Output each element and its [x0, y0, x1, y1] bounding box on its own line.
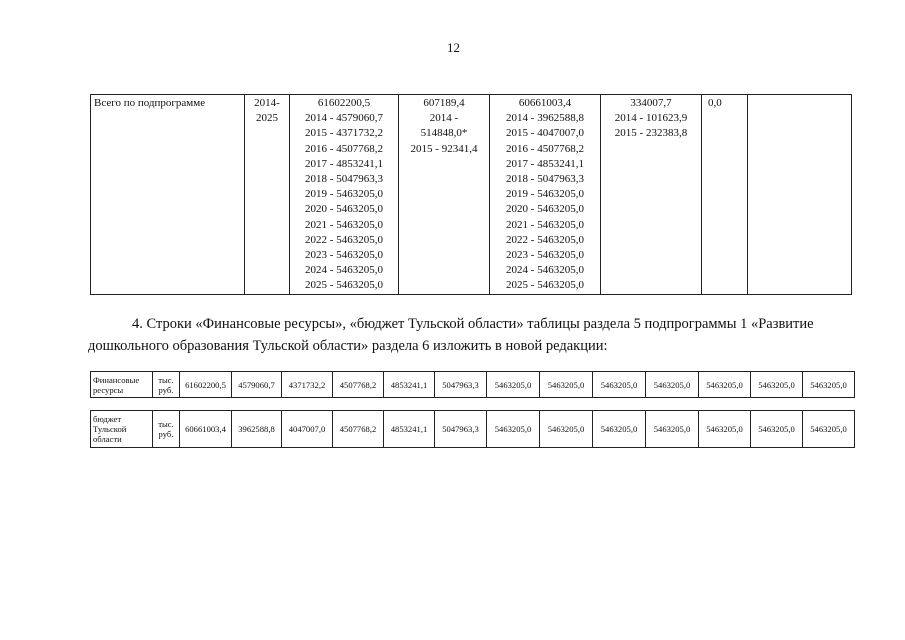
value-cell: 5463205,0	[646, 411, 699, 448]
local-sum: 334007,7	[630, 97, 672, 109]
year-value: 2022 - 5463205,0	[506, 233, 584, 246]
value-cell: 5463205,0	[540, 372, 593, 398]
value-cell: 4047007,0	[282, 411, 333, 448]
row-unit: тыс. руб.	[153, 372, 180, 398]
year-value: 2019 - 5463205,0	[506, 188, 584, 201]
summary-label: Всего по подпрограмме	[91, 95, 245, 295]
year-value: 2019 - 5463205,0	[305, 188, 383, 201]
value-cell: 60661003,4	[180, 411, 232, 448]
year-value: 2020 - 5463205,0	[305, 203, 383, 216]
year-value: 514848,0*	[420, 127, 468, 140]
year-value: 2024 - 5463205,0	[305, 264, 383, 277]
year-value: 2015 - 4047007,0	[506, 127, 584, 140]
row-label: Финансовые ресурсы	[91, 372, 153, 398]
page-number: 12	[447, 40, 460, 55]
value-cell: 5463205,0	[803, 372, 855, 398]
value-cell: 5047963,3	[435, 372, 487, 398]
value-cell: 61602200,5	[180, 372, 232, 398]
table-row	[91, 372, 855, 398]
value-cell: 4507768,2	[333, 411, 384, 448]
year-value: 2015 - 92341,4	[410, 142, 478, 155]
year-value: 2024 - 5463205,0	[506, 264, 584, 277]
value-cell: 5463205,0	[487, 411, 540, 448]
federal-sum: 607189,4	[423, 97, 465, 109]
year-value: 2015 - 232383,8	[614, 127, 688, 140]
financial-resources-row	[90, 371, 855, 398]
year-value: 2017 - 4853241,1	[506, 157, 584, 170]
value-cell: 5463205,0	[803, 411, 855, 448]
empty-cell	[748, 95, 852, 295]
year-value: 2016 - 4507768,2	[305, 142, 383, 155]
value-cell: 5463205,0	[593, 372, 646, 398]
year-value: 2023 - 5463205,0	[305, 249, 383, 262]
year-value: 2025 - 5463205,0	[305, 279, 383, 292]
regional-cell	[490, 95, 601, 295]
value-cell: 5463205,0	[751, 372, 803, 398]
period-end: 2025	[256, 112, 278, 125]
year-value: 2018 - 5047963,3	[305, 173, 383, 186]
value-cell: 5463205,0	[751, 411, 803, 448]
row-unit: тыс. руб.	[153, 411, 180, 448]
value-cell: 5463205,0	[646, 372, 699, 398]
year-value: 2017 - 4853241,1	[305, 157, 383, 170]
total-cell	[290, 95, 399, 295]
value-cell: 5463205,0	[699, 411, 751, 448]
year-value: 2018 - 5047963,3	[506, 173, 584, 186]
value-cell: 3962588,8	[232, 411, 282, 448]
regional-sum: 60661003,4	[518, 97, 572, 109]
row-label: бюджет Тульской области	[91, 411, 153, 448]
paragraph-line-2: дошкольного образования Тульской области» раздела 6 изложить в новой редакции:	[88, 338, 608, 354]
paragraph-line-1: 4. Строки «Финансовые ресурсы», «бюджет Тульской области» таблицы раздела 5 подпрограммы 1 «Развитие	[132, 316, 814, 332]
year-value: 2022 - 5463205,0	[305, 233, 383, 246]
value-cell: 5047963,3	[435, 411, 487, 448]
subprogram-summary-table	[90, 94, 852, 295]
federal-cell	[399, 95, 490, 295]
regional-budget-row	[90, 410, 855, 448]
year-value: 2014 - 101623,9	[614, 112, 688, 125]
value-cell: 4371732,2	[282, 372, 333, 398]
table-row	[91, 411, 855, 448]
value-cell: 5463205,0	[699, 372, 751, 398]
period-start: 2014-	[254, 97, 280, 109]
local-cell	[601, 95, 702, 295]
year-value: 2016 - 4507768,2	[506, 142, 584, 155]
year-value: 2014 - 3962588,8	[506, 112, 584, 125]
year-value: 2025 - 5463205,0	[506, 279, 584, 292]
value-cell: 5463205,0	[593, 411, 646, 448]
value-cell: 5463205,0	[487, 372, 540, 398]
total-sum: 61602200,5	[317, 97, 371, 109]
period-cell	[245, 95, 290, 295]
year-value: 2015 - 4371732,2	[305, 127, 383, 140]
other-cell: 0,0	[702, 95, 748, 295]
value-cell: 4507768,2	[333, 372, 384, 398]
value-cell: 4853241,1	[384, 411, 435, 448]
year-value: 2023 - 5463205,0	[506, 249, 584, 262]
year-value: 2014 - 4579060,7	[305, 112, 383, 125]
year-value: 2021 - 5463205,0	[305, 218, 383, 231]
year-value: 2020 - 5463205,0	[506, 203, 584, 216]
year-value: 2021 - 5463205,0	[506, 218, 584, 231]
amendment-paragraph	[88, 313, 858, 357]
value-cell: 5463205,0	[540, 411, 593, 448]
table-row	[91, 95, 852, 295]
value-cell: 4579060,7	[232, 372, 282, 398]
value-cell: 4853241,1	[384, 372, 435, 398]
year-value: 2014 -	[429, 112, 459, 125]
